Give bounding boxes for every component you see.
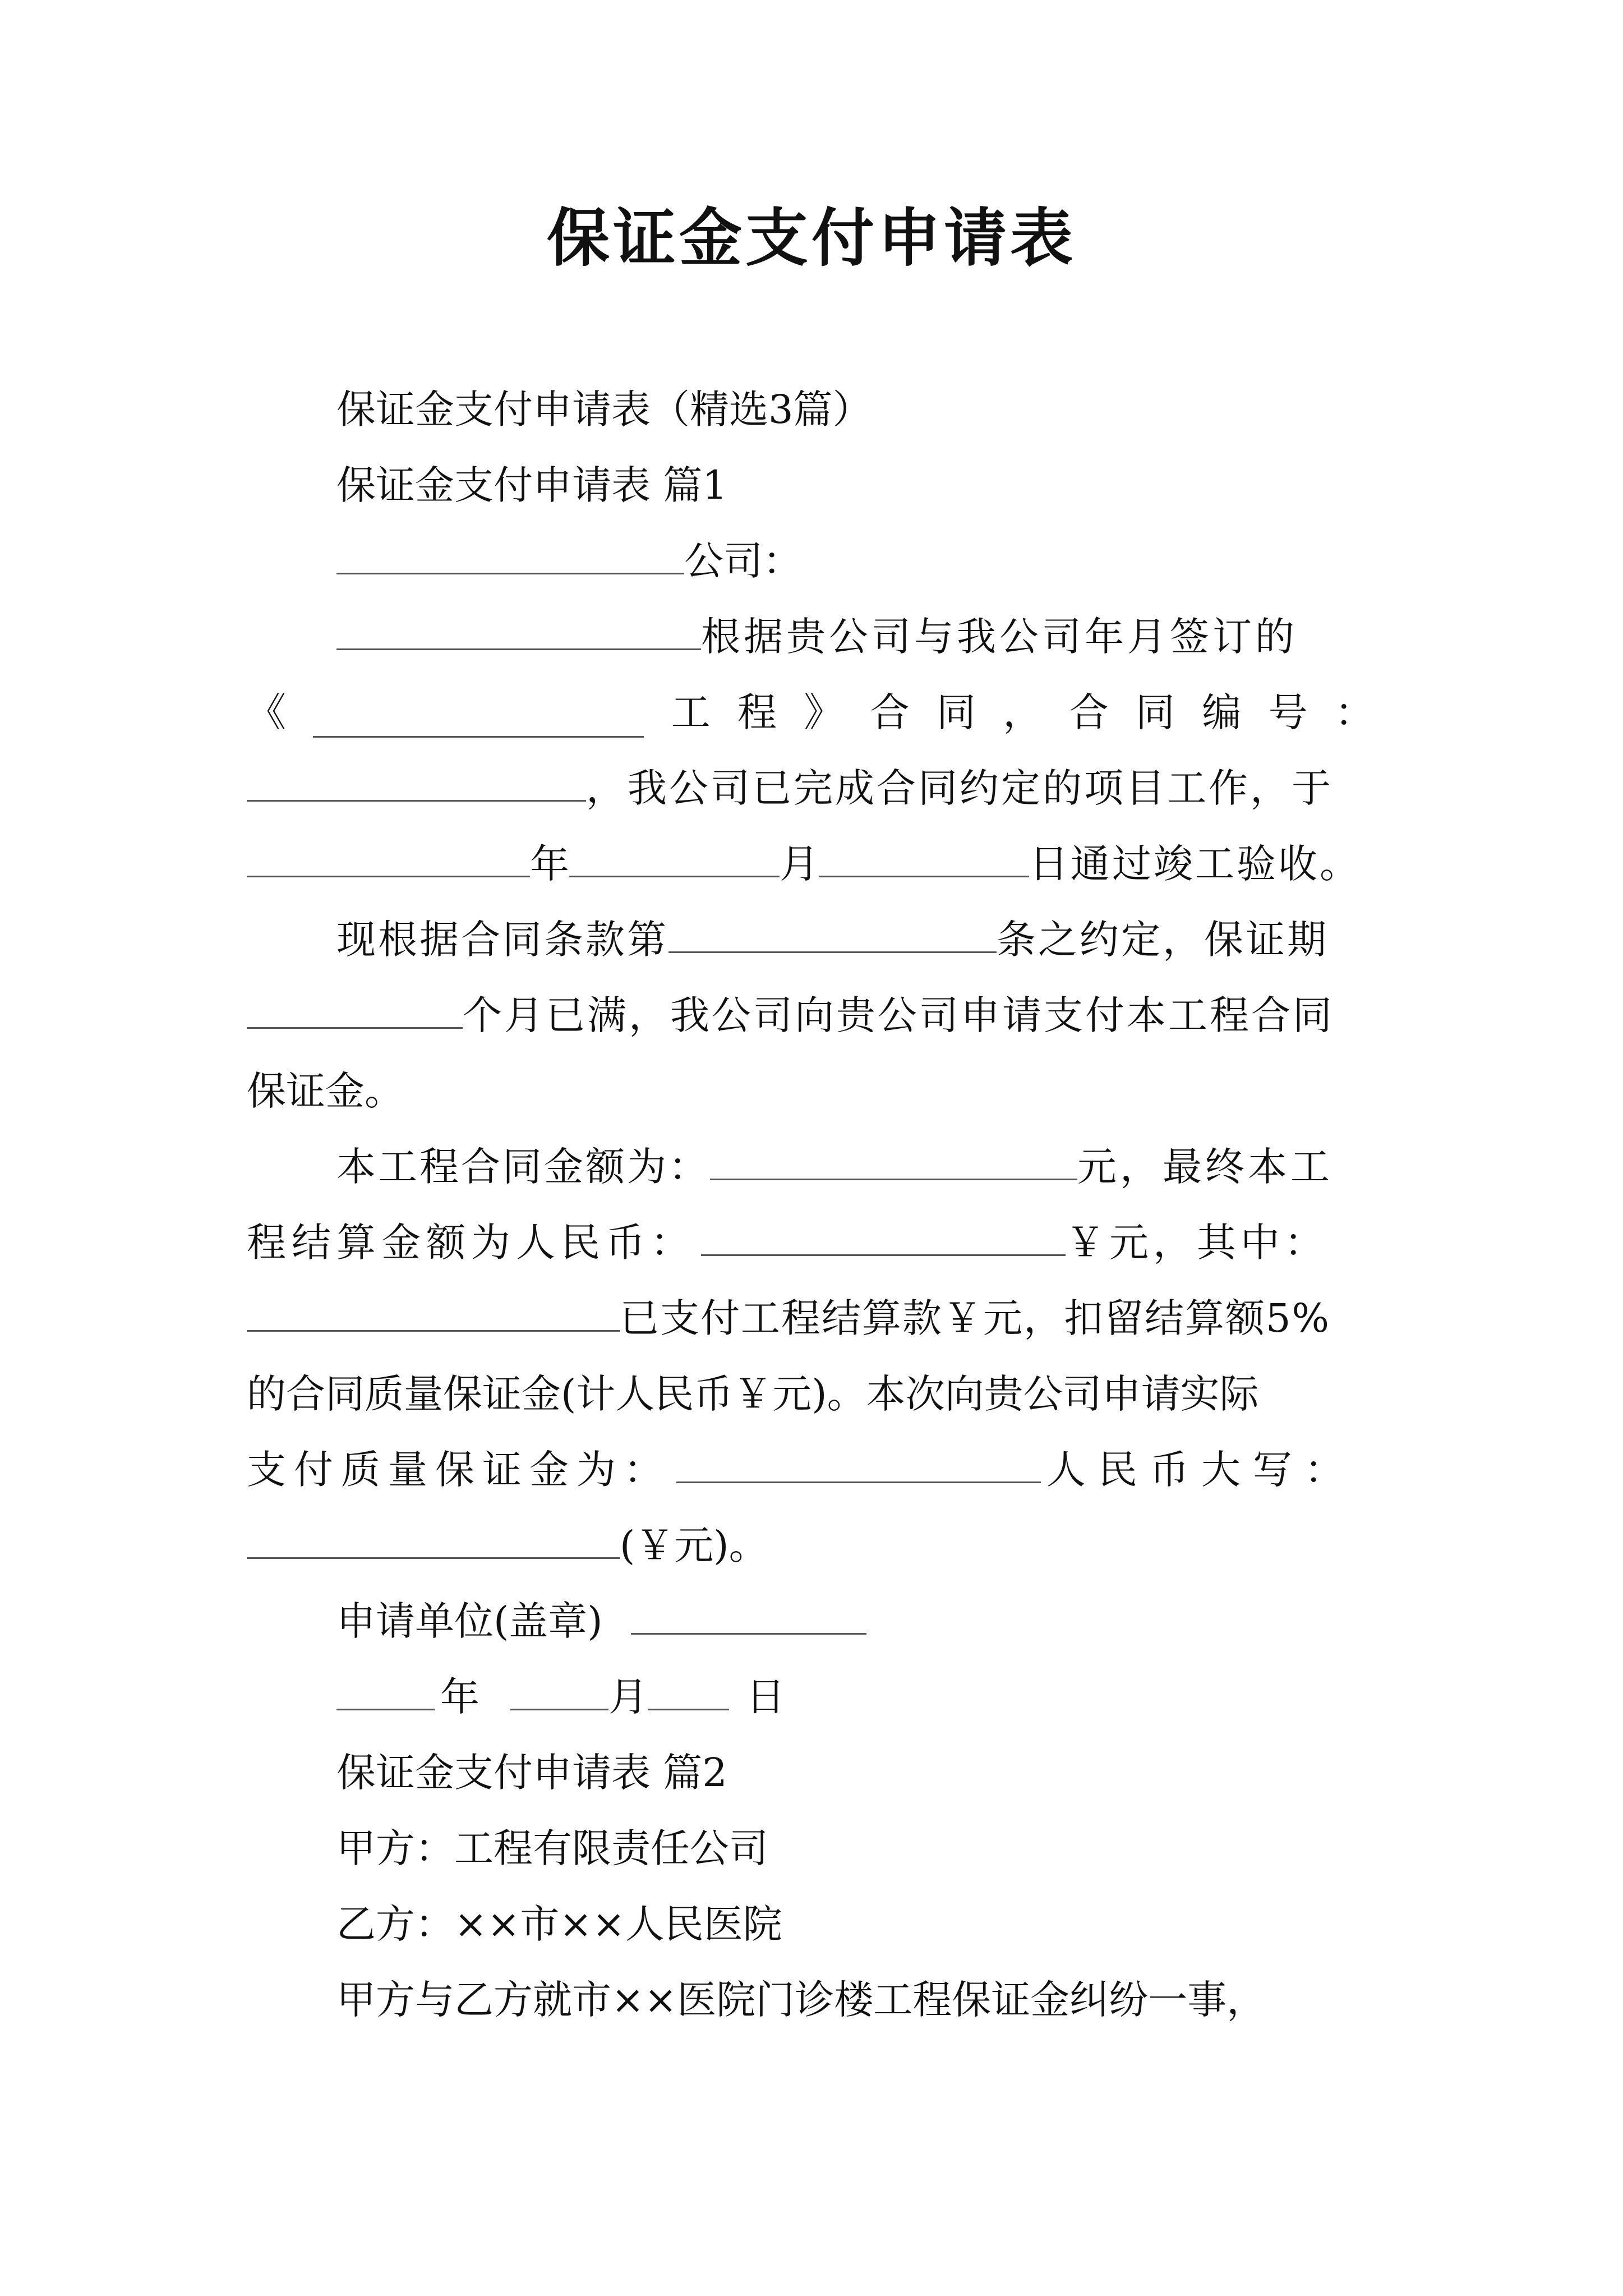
p3-line5-text-a: 支付质量保证金为： [247,1447,671,1493]
p1-line3 [247,763,1333,813]
company-name-blank[interactable] [336,540,684,574]
p2-line3: 保证金。 [247,1068,404,1114]
date-month-blank[interactable] [510,1676,608,1710]
section2-heading: 保证金支付申请表 篇2 [336,1750,727,1796]
p3-line1-text-a: 本工程合同金额为： [336,1144,710,1190]
project-name-blank[interactable] [313,703,644,738]
date-line [336,1672,785,1722]
p3-line4: 的合同质量保证金(计人民币￥元)。本次向贵公司申请实际 [247,1371,1259,1417]
p3-line2-text-b: ￥元，其中： [1066,1220,1328,1266]
applicant-label: 申请单位(盖章) [336,1598,603,1644]
paid-settlement-blank[interactable] [247,1297,620,1332]
year-label: 年 [530,841,569,887]
p1-line3-text: ，我公司已完成合同约定的项目工作，于 [586,765,1333,811]
contract-number-blank[interactable] [247,767,586,802]
p3-line5-text-b: 人民币大写： [1046,1447,1356,1493]
p1-char: 程 [737,689,777,735]
date-year-label: 年 [440,1674,479,1720]
party-blank[interactable] [336,616,701,650]
p1-char: 合 [1069,689,1109,735]
acceptance-month-blank[interactable] [569,843,780,877]
p1-char: 工 [671,689,711,735]
settlement-amount-blank[interactable] [701,1222,1066,1256]
applicant-seal-blank[interactable] [631,1600,866,1635]
section1-heading: 保证金支付申请表 篇1 [336,462,727,508]
p2-line1 [336,914,1329,965]
p1-char: 合 [870,689,910,735]
p1-line4 [247,839,1361,889]
warranty-payment-blank[interactable] [676,1449,1041,1483]
p1-line2 [247,687,1374,738]
p1-char: ： [1334,689,1374,735]
p1-char: 同 [936,689,976,735]
p2-line1-text-b: 条之约定，保证期 [997,917,1329,963]
date-day-label: 日 [746,1674,785,1720]
p3-line6 [247,1520,768,1571]
p2-line2-text: 个月已满，我公司向贵公司申请支付本工程合同 [463,992,1334,1038]
month-label: 月 [780,841,819,887]
p1-char: 号 [1268,689,1308,735]
amount-in-words-blank[interactable] [247,1525,620,1559]
p1-char: ， [1003,689,1043,735]
date-day-blank[interactable] [648,1676,729,1710]
date-month-label: 月 [608,1674,648,1720]
p3-line6-text: (￥元)。 [620,1522,768,1568]
party-a-line: 甲方：工程有限责任公司 [336,1825,768,1871]
p1-char: 同 [1135,689,1175,735]
p1-line1 [336,611,1298,662]
p3-line1-text-b: 元，最终本工 [1077,1144,1333,1190]
acceptance-day-blank[interactable] [819,843,1029,877]
p3-line5 [247,1444,1356,1495]
party-b-line: 乙方：××市××人民医院 [336,1901,782,1947]
p3-line2 [247,1217,1328,1268]
company-line [336,536,802,586]
clause-number-blank[interactable] [668,919,997,953]
p3-line2-text-a: 程结算金额为人民币： [247,1220,695,1266]
p1-char: 编 [1202,689,1242,735]
warranty-months-blank[interactable] [247,995,463,1029]
applicant-line [336,1596,866,1646]
p1-line4-text: 日通过竣工验收。 [1029,841,1361,887]
p3-line3-text: 已支付工程结算款￥元，扣留结算额5% [620,1295,1331,1341]
p1-line1-text: 根据贵公司与我公司年月签订的 [701,614,1298,660]
company-suffix: 公司： [684,538,802,584]
p3-line1 [336,1142,1333,1192]
date-year-blank[interactable] [336,1676,435,1710]
acceptance-year-blank[interactable] [247,843,530,877]
contract-amount-blank[interactable] [710,1146,1077,1180]
p2-line1-text-a: 现根据合同条款第 [336,917,668,963]
p4-line1: 甲方与乙方就市××医院门诊楼工程保证金纠纷一事， [336,1977,1266,2023]
p1-char: 》 [804,689,843,735]
book-mark-open: 《 [247,689,286,735]
intro-line: 保证金支付申请表（精选3篇） [336,386,872,432]
p3-line3 [247,1293,1330,1343]
p2-line2 [247,990,1334,1041]
document-title: 保证金支付申请表 [547,201,1076,275]
